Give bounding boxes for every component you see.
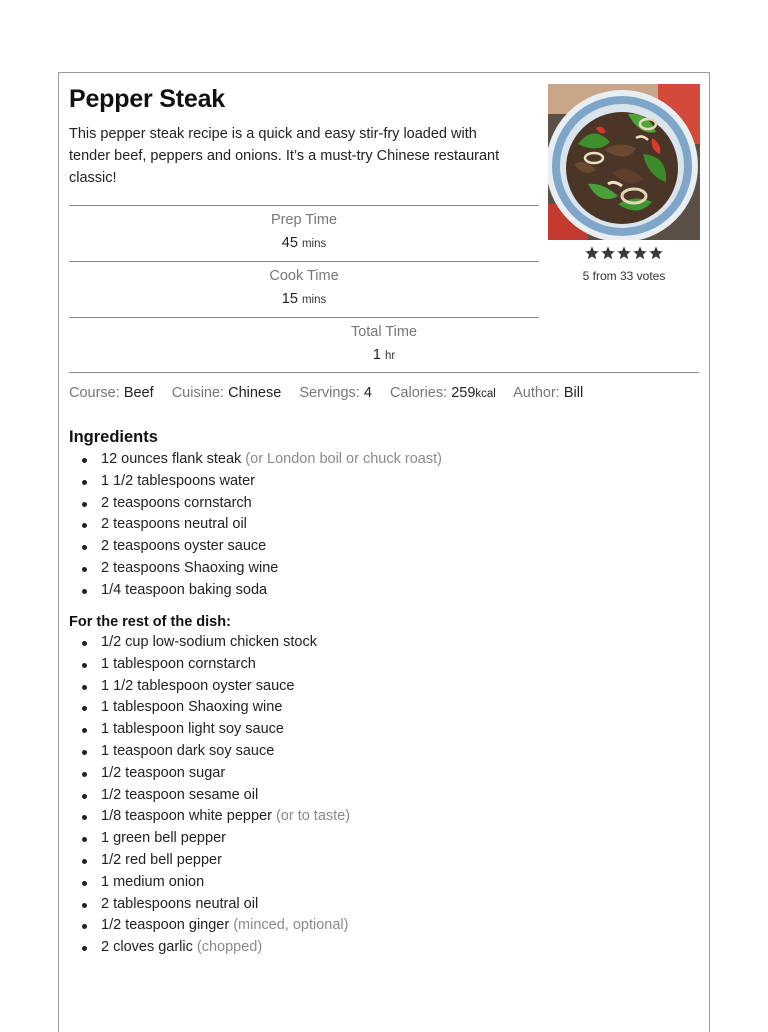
ingredient-item[interactable]	[101, 449, 442, 471]
total-time-unit: hr	[384, 350, 396, 362]
recipe-card	[58, 72, 710, 1032]
ingredient-text: 12 ounces flank steak	[101, 451, 242, 467]
rating-stars[interactable]	[548, 245, 700, 263]
ingredient-item[interactable]	[101, 676, 350, 698]
meta-calories-label: Calories:	[389, 385, 448, 401]
ingredient-list-main	[69, 449, 442, 602]
total-time-value	[69, 345, 699, 366]
meta-course-label: Course:	[69, 385, 120, 401]
meta-cuisine	[172, 385, 282, 401]
prep-time-unit: mins	[301, 238, 327, 250]
ingredient-item[interactable]	[101, 632, 350, 654]
meta-author-label: Author:	[513, 385, 560, 401]
divider	[69, 317, 539, 318]
ingredient-text: 1 tablespoon Shaoxing wine	[101, 699, 283, 716]
meta-course-value[interactable]: Beef	[123, 385, 154, 401]
meta-calories-unit: kcal	[475, 388, 496, 400]
ingredient-text: 1/2 teaspoon sesame oil	[101, 786, 259, 803]
ingredient-text: 1 green bell pepper	[101, 830, 226, 847]
ingredient-group-heading: For the rest of the dish:	[69, 614, 231, 630]
meta-cuisine-value[interactable]: Chinese	[228, 385, 282, 401]
ingredient-item[interactable]	[101, 697, 350, 719]
ingredient-note: (chopped)	[196, 939, 263, 956]
ingredient-item[interactable]	[101, 937, 350, 959]
cook-time-unit: mins	[301, 294, 327, 306]
ingredient-item[interactable]	[101, 536, 442, 558]
rating-votes: 5 from 33 votes	[582, 269, 666, 283]
ingredient-text: 1 1/2 tablespoon oyster sauce	[101, 677, 295, 694]
ingredient-note: (minced, optional)	[233, 917, 349, 934]
meta-calories-value: 259	[451, 385, 476, 401]
ingredient-item[interactable]	[101, 493, 442, 515]
ingredient-text: 1/8 teaspoon white pepper	[101, 808, 272, 825]
ingredient-item[interactable]	[101, 719, 350, 741]
ingredient-text: 2 teaspoons oyster sauce	[101, 538, 267, 555]
ingredient-item[interactable]	[101, 558, 442, 580]
recipe-meta	[69, 385, 699, 401]
cook-time	[69, 267, 539, 310]
ingredient-text: 2 teaspoons neutral oil	[101, 516, 247, 533]
meta-servings-label: Servings:	[299, 385, 360, 401]
ingredient-item[interactable]	[101, 850, 350, 872]
meta-calories	[390, 385, 496, 401]
ingredient-text: 1 tablespoon cornstarch	[101, 655, 256, 672]
recipe-title: Pepper Steak	[69, 85, 226, 113]
recipe-summary: This pepper steak recipe is a quick and easy stir-fry loaded with tender beef, peppers and onions. It’s a must-try Chinese restaurant classic!	[69, 126, 500, 186]
ingredient-item[interactable]	[101, 828, 350, 850]
ingredient-item[interactable]	[101, 894, 350, 916]
ingredient-note: (or to taste)	[275, 808, 351, 825]
ingredient-item[interactable]	[101, 806, 350, 828]
cook-time-value	[69, 289, 539, 310]
ingredient-text: 1/2 cup low-sodium chicken stock	[101, 634, 317, 650]
divider	[69, 372, 699, 373]
total-time-number: 1	[372, 347, 381, 363]
star-icon[interactable]	[632, 245, 648, 261]
ingredients-heading: Ingredients	[69, 428, 158, 446]
ingredient-item[interactable]	[101, 471, 442, 493]
cook-time-label: Cook Time	[269, 268, 339, 284]
ingredient-text: 1/4 teaspoon baking soda	[101, 581, 268, 598]
ingredient-text: 2 teaspoons cornstarch	[101, 494, 252, 511]
star-icon[interactable]	[648, 245, 664, 261]
prep-time-label: Prep Time	[270, 212, 338, 228]
ingredient-item[interactable]	[101, 654, 350, 676]
star-icon[interactable]	[600, 245, 616, 261]
ingredient-text: 1/2 teaspoon ginger	[101, 917, 230, 934]
meta-cuisine-label: Cuisine:	[171, 385, 225, 401]
ingredient-note: (or London boil or chuck roast)	[245, 451, 442, 467]
ingredient-item[interactable]	[101, 514, 442, 536]
divider	[69, 205, 539, 206]
star-icon[interactable]	[584, 245, 600, 261]
ingredient-text: 1 tablespoon light soy sauce	[101, 721, 284, 738]
ingredient-list-rest	[69, 632, 350, 959]
ingredient-item[interactable]	[101, 763, 350, 785]
ingredient-text: 2 tablespoons neutral oil	[101, 895, 259, 912]
pepper-steak-dish-photo	[548, 84, 700, 240]
prep-time-number: 45	[281, 235, 298, 251]
ingredient-item[interactable]	[101, 785, 350, 807]
ingredient-text: 2 cloves garlic	[101, 939, 193, 956]
meta-author	[513, 385, 583, 401]
ingredient-text: 1 teaspoon dark soy sauce	[101, 742, 275, 759]
meta-author-value: Bill	[563, 385, 584, 401]
ingredient-text: 1 medium onion	[101, 873, 205, 890]
ingredient-item[interactable]	[101, 741, 350, 763]
meta-course	[69, 385, 154, 401]
total-time	[69, 323, 699, 366]
ingredient-item[interactable]	[101, 580, 442, 602]
ingredient-item[interactable]	[101, 915, 350, 937]
meta-servings	[299, 385, 372, 401]
ingredient-text: 1/2 red bell pepper	[101, 851, 222, 868]
ingredient-text: 1/2 teaspoon sugar	[101, 764, 226, 781]
star-icon[interactable]	[616, 245, 632, 261]
cook-time-number: 15	[281, 291, 298, 307]
recipe-photo[interactable]	[548, 84, 700, 240]
divider	[69, 261, 539, 262]
meta-servings-value[interactable]: 4	[363, 385, 372, 401]
prep-time	[69, 211, 539, 254]
ingredient-text: 1 1/2 tablespoons water	[101, 472, 255, 489]
ingredient-item[interactable]	[101, 872, 350, 894]
ingredient-text: 2 teaspoons Shaoxing wine	[101, 559, 279, 576]
total-time-label: Total Time	[350, 324, 418, 340]
prep-time-value	[69, 233, 539, 254]
